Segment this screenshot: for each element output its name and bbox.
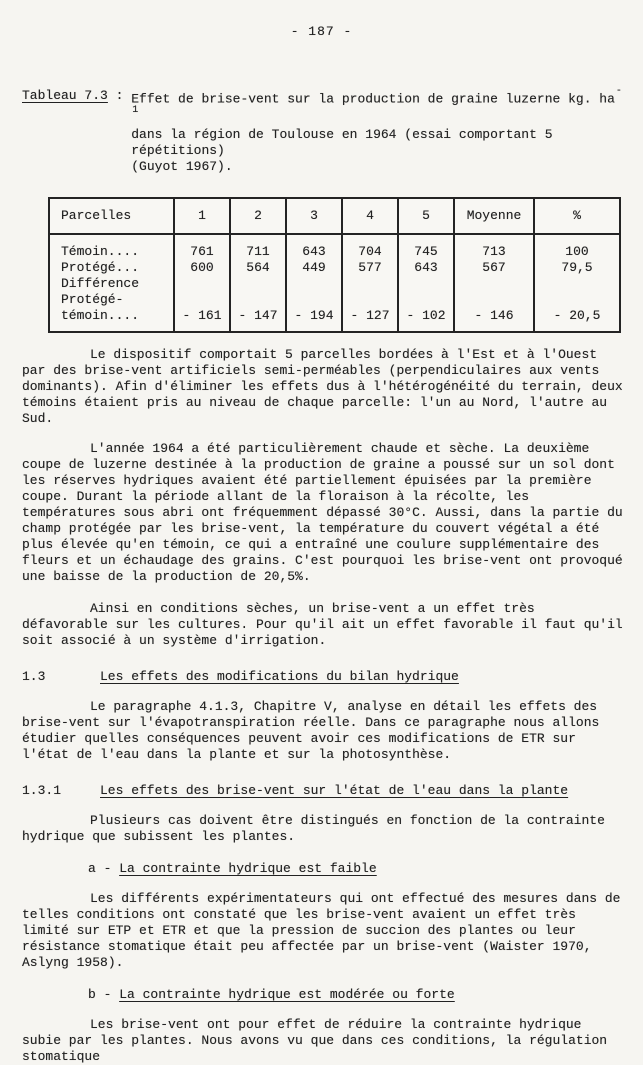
table-body-row — [49, 234, 620, 332]
table-caption-body — [131, 88, 625, 175]
paragraph-paragraphe-413: Le paragraphe 4.1.3, Chapitre V, analyse en détail les effets des brise-vent sur l'évapotranspiration réelle. Dans ce paragraphe nous allons étudier quelles conséquences peuvent avoir ces modifications de ETR sur l'état de l'eau dans la plante et sur la photosynthèse. — [22, 698, 600, 762]
table-caption-line-3: (Guyot 1967). — [131, 158, 233, 174]
cell-line: 713 — [482, 243, 506, 259]
cell-line — [343, 292, 397, 308]
table-header-cell: 1 — [174, 198, 230, 234]
section-title: Les effets des modifications du bilan hydrique — [100, 668, 459, 684]
table-value-cell — [230, 234, 286, 332]
table-caption-line-2: dans la région de Toulouse en 1964 (essai comportant 5 répétitions) — [131, 126, 553, 158]
section-heading-1-3-1 — [22, 783, 625, 799]
cell-line: 761 — [190, 243, 214, 259]
table-header-row — [49, 198, 620, 234]
table-caption-label: Tableau 7.3 — [22, 88, 108, 103]
cell-line — [287, 292, 341, 308]
cell-line — [455, 292, 533, 308]
cell-line: 711 — [246, 243, 270, 259]
cell-line — [535, 292, 619, 308]
table-header-cell: 5 — [398, 198, 454, 234]
table-caption-head — [22, 88, 131, 175]
table-header-cell: 2 — [230, 198, 286, 234]
table-header-cell: 4 — [342, 198, 398, 234]
cell-line: - 102 — [406, 307, 446, 323]
table-value-cell — [342, 234, 398, 332]
table-label-cell — [49, 234, 174, 332]
cell-line: - 147 — [238, 307, 278, 323]
table-value-cell — [286, 234, 342, 332]
cell-line — [343, 276, 397, 292]
cell-line: 564 — [246, 259, 270, 275]
cell-line: 577 — [358, 259, 382, 275]
table-header-cell: Moyenne — [454, 198, 534, 234]
cell-line — [287, 276, 341, 292]
paragraph-conditions-seches: Ainsi en conditions sèches, un brise-vent a un effet très défavorable sur les cultures. Pour qu'il ait un effet favorable il faut qu'il soit associé à un système d'irrigation. — [22, 600, 623, 648]
cell-line — [399, 276, 453, 292]
subsection-a-prefix: a - — [88, 860, 120, 876]
subsection-b-heading — [88, 987, 625, 1003]
superscript-exponent: -1 — [132, 86, 622, 117]
table-caption-separator: : — [107, 88, 132, 103]
paragraph-reduction-contrainte: Les brise-vent ont pour effet de réduire la contrainte hydrique subie par les plantes. Nous avons vu que dans ces conditions, la régulation stomatique — [22, 1016, 608, 1064]
subsection-b-prefix: b - — [88, 986, 120, 1002]
cell-line: - 127 — [350, 307, 390, 323]
cell-line: Protégé... — [61, 259, 140, 275]
table-value-cell — [174, 234, 230, 332]
subsection-a-title: La contrainte hydrique est faible — [119, 860, 377, 876]
results-table — [48, 197, 621, 333]
table-header-cell: Parcelles — [49, 198, 174, 234]
cell-line — [455, 276, 533, 292]
cell-line — [399, 292, 453, 308]
cell-line: 643 — [414, 259, 438, 275]
table-header-cell: 3 — [286, 198, 342, 234]
subsection-a-heading — [88, 861, 625, 877]
cell-line: - 194 — [294, 307, 334, 323]
cell-line: 449 — [302, 259, 326, 275]
cell-line — [231, 276, 285, 292]
cell-line: 100 — [565, 243, 589, 259]
cell-line — [535, 276, 619, 292]
page-number: - 187 - — [290, 24, 353, 39]
section-title: Les effets des brise-vent sur l'état de l'eau dans la plante — [100, 782, 569, 798]
cell-line: témoin.... — [61, 307, 140, 323]
paragraph-plusieurs-cas: Plusieurs cas doivent être distingués en fonction de la contrainte hydrique que subissent les plantes. — [22, 812, 605, 844]
cell-line — [175, 292, 229, 308]
cell-line: 567 — [482, 259, 506, 275]
table-value-cell — [454, 234, 534, 332]
section-number: 1.3 — [22, 668, 46, 684]
cell-line: 745 — [414, 243, 438, 259]
table-value-cell — [398, 234, 454, 332]
table-value-cell — [534, 234, 620, 332]
table-header-cell: % — [534, 198, 620, 234]
paragraph-dispositif: Le dispositif comportait 5 parcelles bordées à l'Est et à l'Ouest par des brise-vent artificiels semi-perméables (perpendiculaires aux vents dominants). Afin d'éliminer les effets dus à l'hétérogénéité du terrain, deux témoins étaient pris au niveau de chaque parcelle: l'un au Nord, l'autre au Sud. — [22, 346, 623, 426]
table-caption-line-1: Effet de brise-vent sur la production de graine luzerne kg. $ha^{-1}$ — [131, 86, 622, 117]
cell-line: - 20,5 — [553, 307, 601, 323]
cell-line: 79,5 — [561, 259, 593, 275]
table-caption — [22, 88, 625, 175]
cell-line: Témoin.... — [61, 243, 140, 259]
cell-line — [175, 276, 229, 292]
section-number: 1.3.1 — [22, 782, 62, 798]
cell-line: Différence — [61, 275, 140, 291]
cell-line: - 161 — [182, 307, 222, 323]
paragraph-experimentateurs: Les différents expérimentateurs qui ont effectué des mesures dans de telles conditions ont constaté que les brise-vent avaient un effet très limité sur ETP et ETR et que la pression de succion des plantes ou leur résistance stomatique était peu affectée par un brise-vent (Waister 1970, Aslyng 1958). — [22, 890, 621, 970]
subsection-b-title: La contrainte hydrique est modérée ou forte — [119, 986, 455, 1002]
section-heading-1-3 — [22, 669, 625, 685]
cell-line: 704 — [358, 243, 382, 259]
cell-line: 643 — [302, 243, 326, 259]
cell-line: 600 — [190, 259, 214, 275]
cell-line: - 146 — [474, 307, 514, 323]
paragraph-annee-1964: L'année 1964 a été particulièrement chaude et sèche. La deuxième coupe de luzerne destinée à la production de graine a poussé sur un sol dont les réserves hydriques avaient été partiellement épuisées par la première coupe. Durant la période allant de la floraison à la récolte, les températures sous abri ont fréquemment dépassé 30°C. Aussi, dans la partie du champ protégée par les brise-vent, la température du couvert végétal a été plus élevée qu'en témoin, ce qui a entraîné une coulure supplémentaire des fleurs et un échaudage des grains. C'est pourquoi les brise-vent ont provoqué une baisse de la production de 20,5%. — [22, 440, 623, 584]
cell-line — [231, 292, 285, 308]
cell-line: Protégé- — [61, 291, 124, 307]
